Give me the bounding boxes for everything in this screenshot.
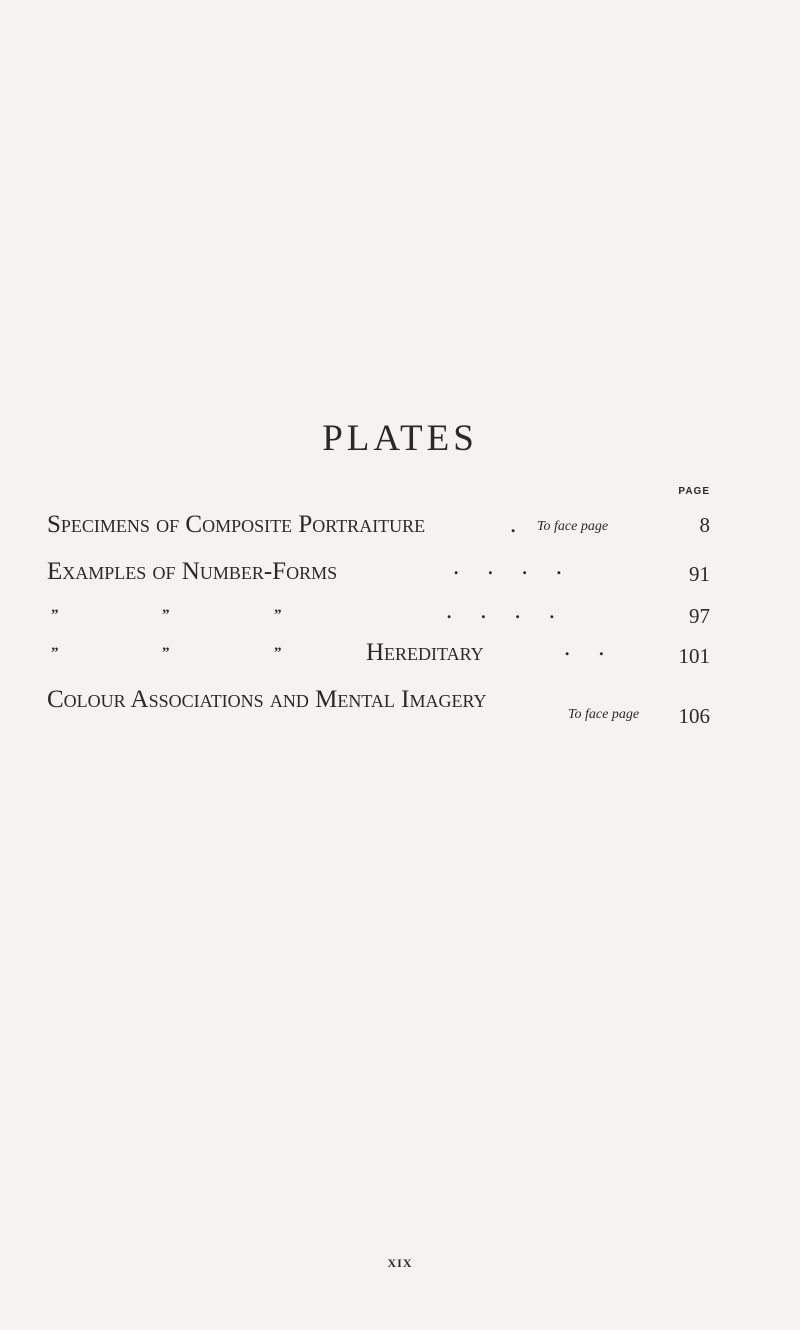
ditto-mark: ” — [162, 645, 170, 661]
plate-entry-title: Specimens of Composite Portraiture — [47, 511, 426, 538]
plate-entry-page: 97 — [689, 604, 710, 628]
ditto-mark: ” — [162, 607, 170, 623]
ditto-mark: ” — [51, 645, 59, 661]
leader-dots: .. — [564, 634, 633, 661]
to-face-page-label: To face page — [568, 707, 640, 722]
page-number-footer: xix — [387, 1252, 413, 1271]
leader-dots: .... — [446, 597, 583, 624]
plate-entry-separator: . — [510, 511, 517, 538]
ditto-mark: ” — [274, 607, 282, 623]
plate-entry-page: 91 — [689, 562, 710, 586]
page-title: PLATES — [322, 418, 478, 459]
leader-dots: .... — [453, 553, 590, 580]
ditto-mark: ” — [274, 645, 282, 661]
plate-entry-page: 8 — [699, 513, 710, 537]
page-column-header: PAGE — [678, 486, 710, 497]
plate-entry-page: 101 — [678, 644, 710, 668]
plate-entry-title: Hereditary — [366, 639, 484, 666]
plate-entry-title: Examples of Number-Forms — [47, 558, 338, 585]
plate-entry-page: 106 — [678, 704, 710, 728]
ditto-mark: ” — [51, 607, 59, 623]
plate-entry-title: Colour Associations and Mental Imagery — [47, 686, 487, 713]
to-face-page-label: To face page — [537, 519, 609, 534]
